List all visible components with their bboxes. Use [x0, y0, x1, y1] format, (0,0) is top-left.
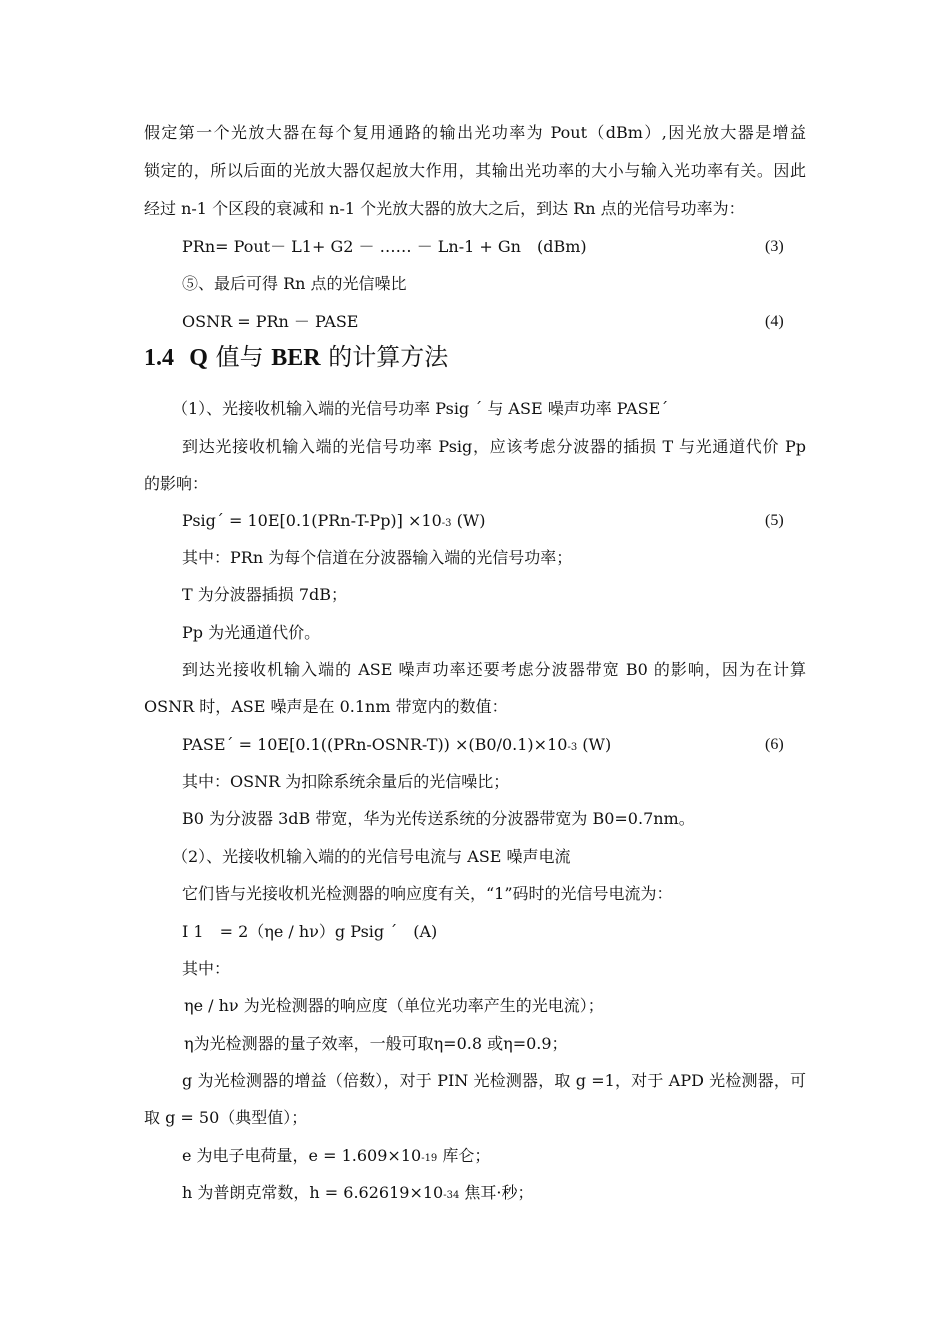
pp-definition: Pp 为光通道代价。	[182, 623, 321, 642]
t-definition: T 为分波器插损 7dB；	[182, 585, 348, 604]
equation-3: PRn= Pout－ L1+ G2 － …… － Ln-1 + Gn (dBm)	[182, 237, 587, 256]
equation-3-number: (3)	[765, 238, 784, 255]
equation-6	[182, 735, 611, 758]
equation-6-exponent: -3	[567, 742, 578, 753]
e-definition	[182, 1146, 490, 1169]
paragraph-2-line-2: 的影响：	[144, 474, 209, 493]
e-definition-exponent: -19	[421, 1153, 438, 1164]
heading-ber: BER	[271, 345, 321, 371]
item-2-heading: （2）、光接收机输入端的的光信号电流与 ASE 噪声电流	[172, 847, 571, 866]
equation-4: OSNR = PRn － PASE	[182, 312, 359, 331]
equation-a: I 1 = 2（ηe / hν）g Psig ´ (A)	[182, 922, 438, 941]
step-5-text: ⑤、最后可得 Rn 点的光信噪比	[182, 274, 407, 293]
responsivity-definition: ηe / hν 为光检测器的响应度（单位光功率产生的光电流）；	[184, 996, 604, 1015]
item-1-heading: （1）、光接收机输入端的光信号功率 Psig ´ 与 ASE 噪声功率 PASE´	[172, 399, 669, 418]
equation-4-number: (4)	[765, 313, 784, 330]
section-heading	[144, 342, 448, 373]
paragraph-1-line-1: 假定第一个光放大器在每个复用通路的输出光功率为 Pout（dBm）,因光放大器是增益	[144, 123, 806, 142]
equation-6-tail: (W)	[577, 735, 612, 754]
h-definition	[182, 1183, 534, 1206]
h-definition-exponent: -34	[443, 1190, 460, 1201]
equation-5-exponent: -3	[441, 518, 452, 529]
equation-5	[182, 511, 486, 534]
paragraph-3-line-2: OSNR 时，ASE 噪声是在 0.1nm 带宽内的数值：	[144, 697, 508, 716]
heading-q: Q	[189, 345, 208, 371]
heading-number: 1.4	[144, 345, 174, 371]
paragraph-1-line-3: 经过 n-1 个区段的衰减和 n-1 个光放大器的放大之后，到达 Rn 点的光信号功率为：	[144, 199, 745, 218]
e-definition-tail: 库仑；	[437, 1146, 491, 1165]
equation-5-main: Psig´ = 10E[0.1(PRn-T-Pp)] ×10	[182, 511, 442, 530]
h-definition-tail: 焦耳·秒；	[459, 1183, 534, 1202]
equation-6-number: (6)	[765, 736, 784, 753]
paragraph-4: 它们皆与光接收机光检测器的响应度有关，“1”码时的光信号电流为：	[182, 884, 673, 903]
paragraph-2-line-1: 到达光接收机输入端的光信号功率 Psig，应该考虑分波器的插损 T 与光通道代价 Pp	[182, 437, 806, 456]
g-definition-line-2: 取 g = 50（典型值）；	[144, 1108, 308, 1127]
equation-6-main: PASE´ = 10E[0.1((PRn-OSNR-T)) ×(B0/0.1)×10	[182, 735, 568, 754]
equation-5-number: (5)	[765, 512, 784, 529]
heading-mid: 值与	[207, 343, 272, 371]
eta-definition: η为光检测器的量子效率，一般可取η=0.8 或η=0.9；	[184, 1034, 568, 1053]
where-line-3: 其中：	[182, 959, 231, 978]
equation-5-tail: (W)	[451, 511, 486, 530]
g-definition-line-1: g 为光检测器的增益（倍数），对于 PIN 光检测器，取 g =1，对于 APD 光检测器，可	[182, 1071, 806, 1090]
paragraph-1-line-2: 锁定的，所以后面的光放大器仅起放大作用，其输出光功率的大小与输入光功率有关。因此	[144, 161, 806, 180]
heading-end: 的计算方法	[320, 343, 449, 371]
paragraph-3-line-1: 到达光接收机输入端的 ASE 噪声功率还要考虑分波器带宽 B0 的影响，因为在计算	[182, 660, 806, 679]
e-definition-main: e 为电子电荷量，e = 1.609×10	[182, 1146, 422, 1165]
b0-definition: B0 为分波器 3dB 带宽，华为光传送系统的分波器带宽为 B0=0.7nm。	[182, 809, 695, 828]
where-line-1: 其中：PRn 为每个信道在分波器输入端的光信号功率；	[182, 548, 573, 567]
h-definition-main: h 为普朗克常数，h = 6.62619×10	[182, 1183, 444, 1202]
where-line-2: 其中：OSNR 为扣除系统余量后的光信噪比；	[182, 772, 510, 791]
